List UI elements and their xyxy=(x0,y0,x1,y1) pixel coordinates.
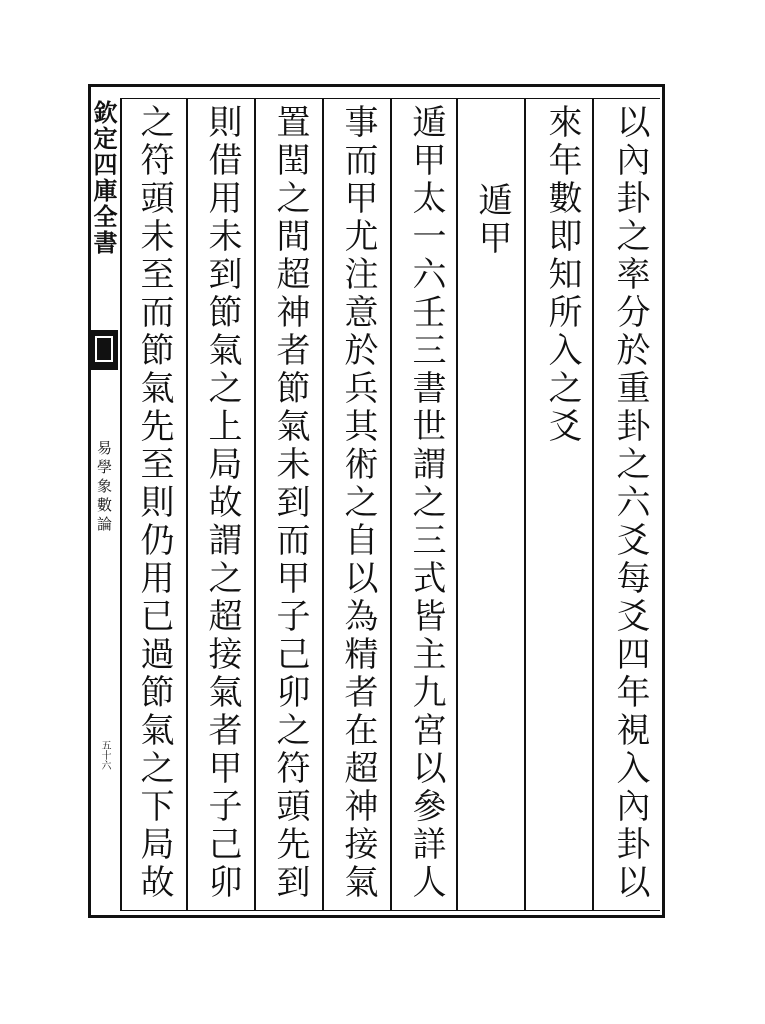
text-column-5: 事而甲尤注意於兵其術之自以為精者在超神接氣 xyxy=(338,104,378,902)
text-column-4: 遁甲太一六壬三書世謂之三式皆主九宮以參詳人 xyxy=(406,104,446,902)
page-number: 五十六 xyxy=(99,740,110,770)
text-column-8: 之符頭未至而節氣先至則仍用已過節氣之下局故 xyxy=(134,104,174,902)
column-divider xyxy=(390,98,392,910)
fishtail-mark xyxy=(90,330,118,370)
text-column-2: 來年數即知所入之爻 xyxy=(542,104,582,446)
column-divider xyxy=(456,98,458,910)
column-divider xyxy=(524,98,526,910)
collection-title: 欽定四庫全書 xyxy=(89,100,118,256)
column-divider xyxy=(186,98,188,910)
text-column-6: 置閏之間超神者節氣未到而甲子己卯之符頭先到 xyxy=(270,104,310,902)
column-divider xyxy=(120,98,122,910)
section-heading: 遁甲 xyxy=(472,182,512,258)
column-divider xyxy=(592,98,594,910)
book-title: 易學象數論 xyxy=(95,440,113,535)
text-column-1: 以內卦之率分於重卦之六爻每爻四年視入內卦以 xyxy=(610,104,650,902)
inner-bottom-rule xyxy=(120,910,660,911)
column-divider xyxy=(254,98,256,910)
text-column-7: 則借用未到節氣之上局故謂之超接氣者甲子己卯 xyxy=(202,104,242,902)
column-divider xyxy=(322,98,324,910)
